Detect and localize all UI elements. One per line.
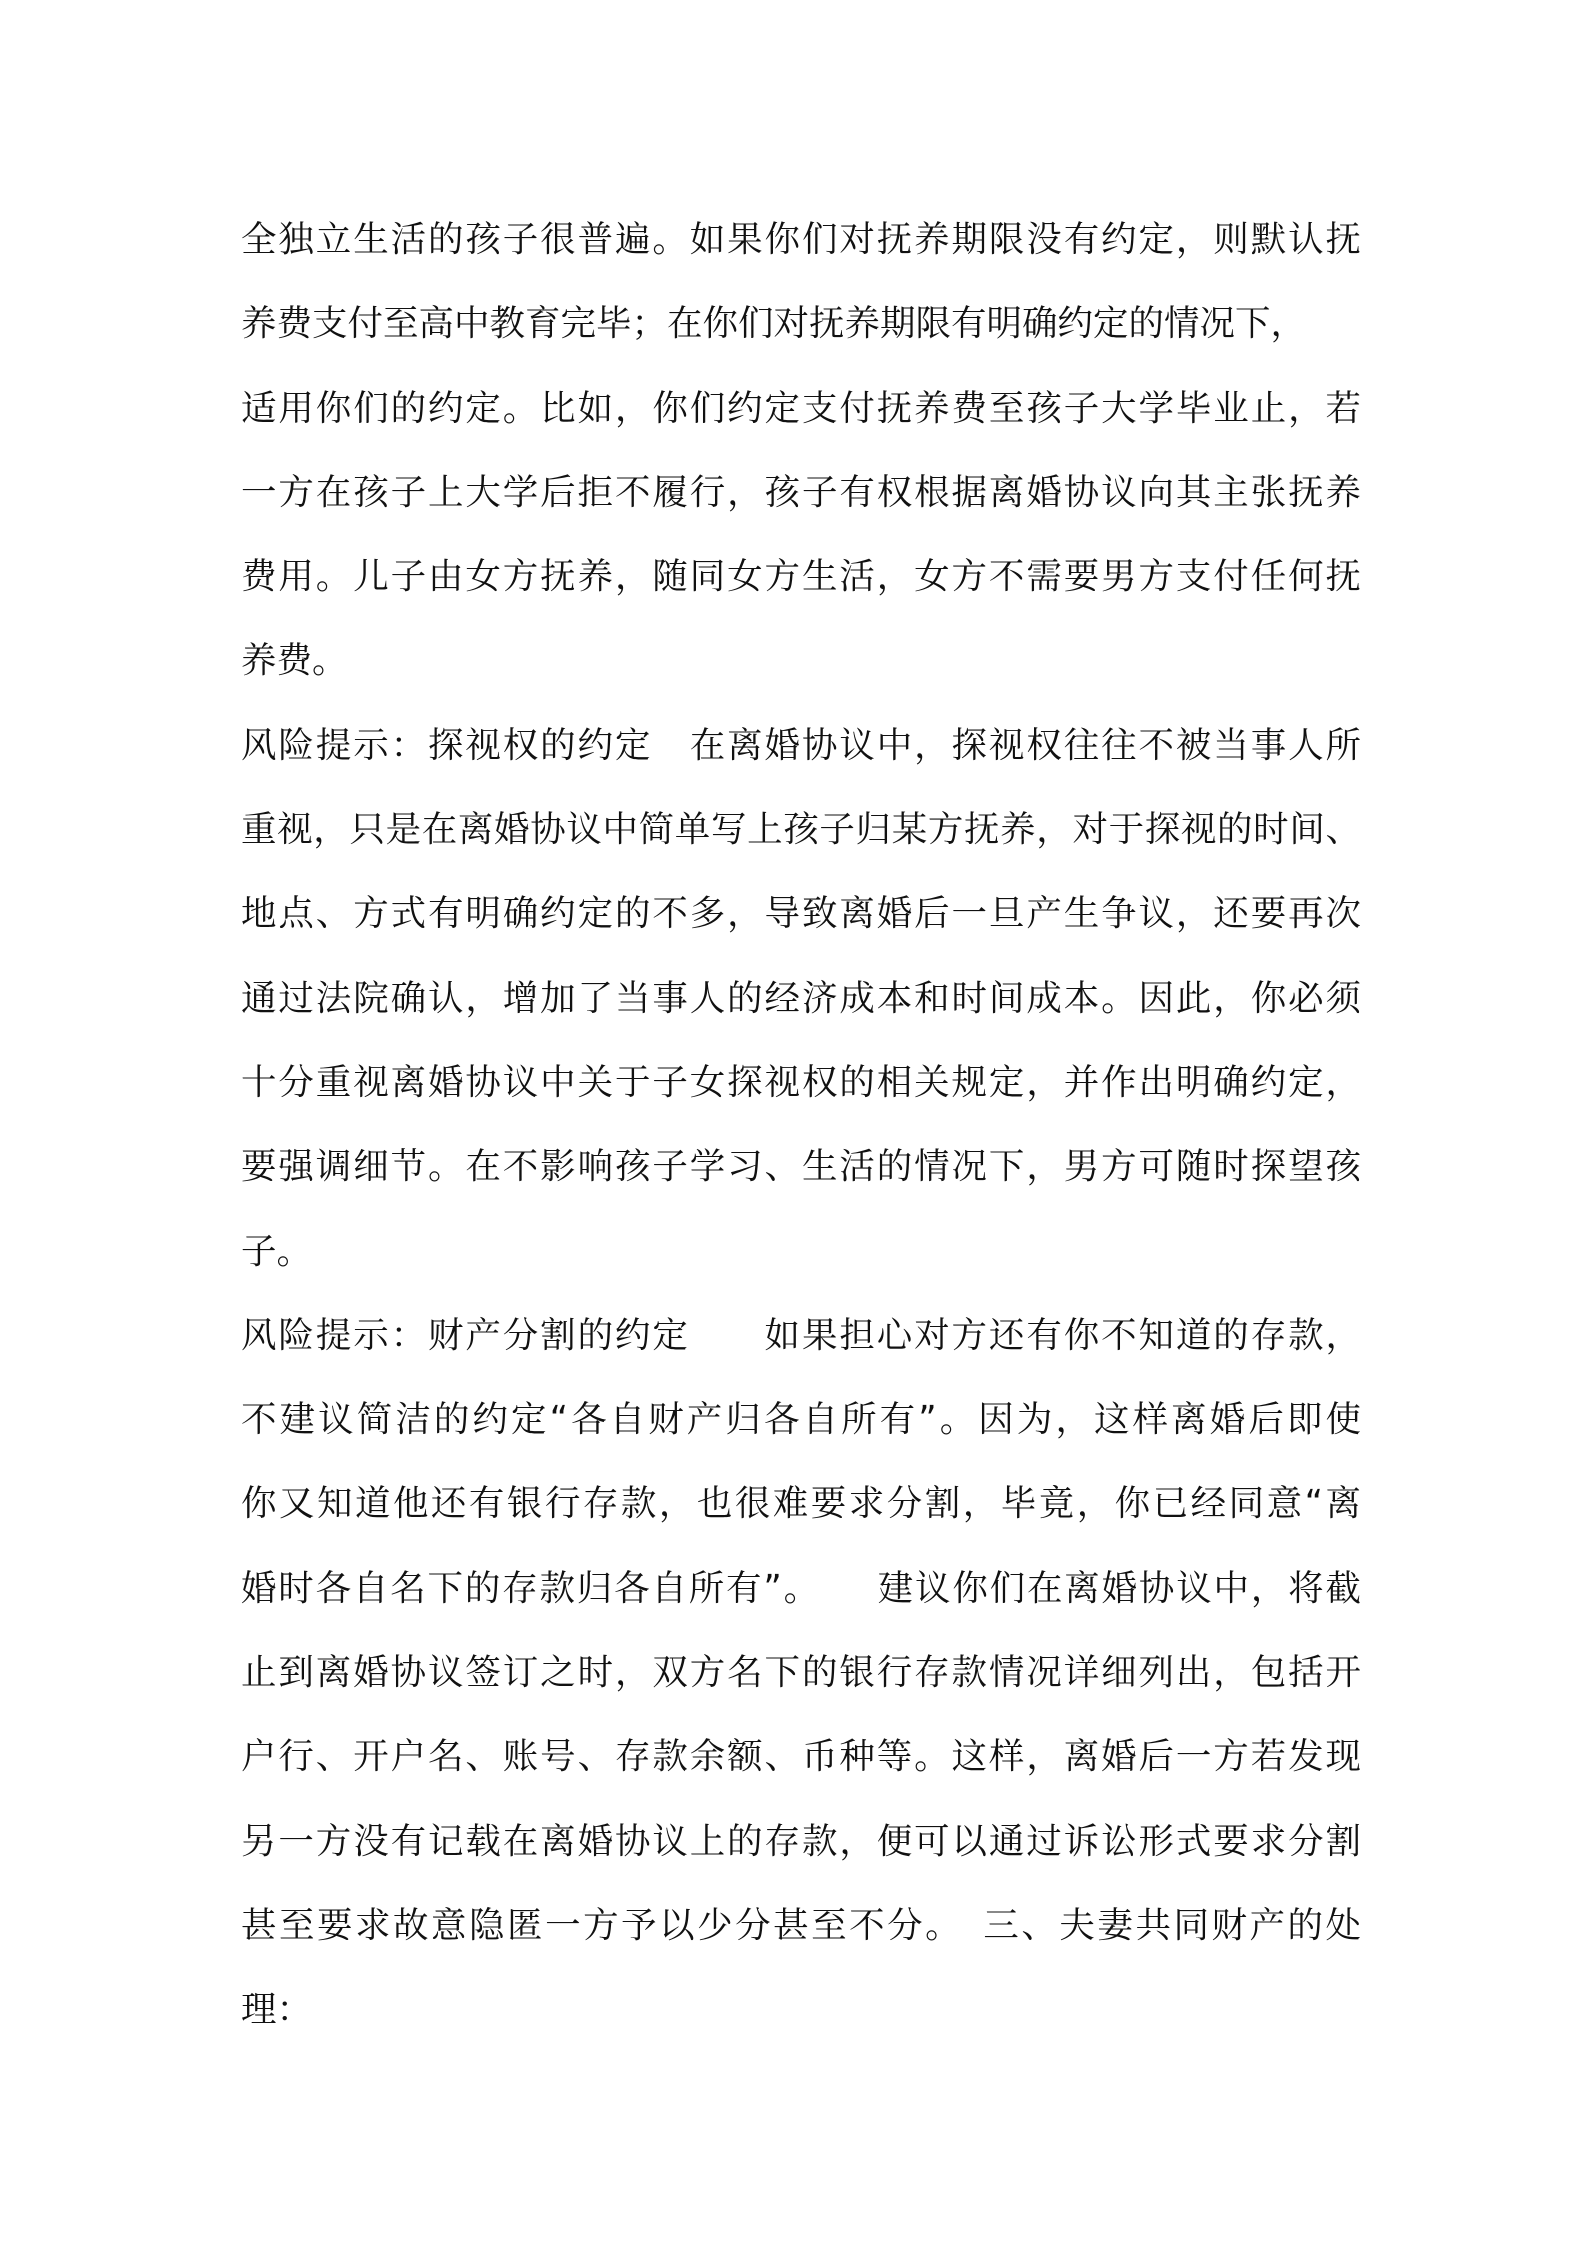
text-line: 养费。 bbox=[241, 640, 348, 682]
text-line: 理： bbox=[241, 1989, 313, 2031]
text-line: 风险提示：探视权的约定 在离婚协议中，探视权往往不被当事人所 bbox=[241, 724, 1361, 766]
text-line: 重视，只是在离婚协议中简单写上孩子归某方抚养，对于探视的时间、 bbox=[241, 809, 1361, 851]
text-line: 风险提示：财产分割的约定 如果担心对方还有你不知道的存款， bbox=[241, 1314, 1361, 1356]
text-line: 婚时各自名下的存款归各自所有”。 建议你们在离婚协议中，将截 bbox=[241, 1567, 1361, 1609]
text-line: 全独立生活的孩子很普遍。如果你们对抚养期限没有约定，则默认抚 bbox=[241, 219, 1361, 260]
text-line: 户行、开户名、账号、存款余额、币种等。这样，离婚后一方若发现 bbox=[241, 1736, 1361, 1778]
text-line: 一方在孩子上大学后拒不履行，孩子有权根据离婚协议向其主张抚养 bbox=[241, 471, 1361, 513]
document-body bbox=[241, 198, 1361, 2053]
text-line: 子。 bbox=[241, 1230, 313, 1272]
text-line: 适用你们的约定。比如，你们约定支付抚养费至孩子大学毕业止，若 bbox=[241, 387, 1361, 429]
text-line: 养费支付至高中教育完毕；在你们对抚养期限有明确约定的情况下， bbox=[241, 303, 1307, 345]
text-line: 要强调细节。在不影响孩子学习、生活的情况下，男方可随时探望孩 bbox=[241, 1146, 1361, 1188]
text-line: 你又知道他还有银行存款，也很难要求分割，毕竟，你已经同意“离 bbox=[241, 1483, 1361, 1525]
text-line: 止到离婚协议签订之时，双方名下的银行存款情况详细列出，包括开 bbox=[241, 1652, 1361, 1694]
text-line: 地点、方式有明确约定的不多，导致离婚后一旦产生争议，还要再次 bbox=[241, 893, 1361, 935]
text-line: 另一方没有记载在离婚协议上的存款，便可以通过诉讼形式要求分割 bbox=[241, 1820, 1361, 1862]
text-line: 甚至要求故意隐匿一方予以少分甚至不分。 三、夫妻共同财产的处 bbox=[241, 1904, 1361, 1946]
text-line: 不建议简洁的约定“各自财产归各自所有”。因为，这样离婚后即使 bbox=[241, 1399, 1361, 1441]
text-line: 费用。儿子由女方抚养，随同女方生活，女方不需要男方支付任何抚 bbox=[241, 556, 1361, 598]
text-line: 十分重视离婚协议中关于子女探视权的相关规定，并作出明确约定， bbox=[241, 1061, 1361, 1103]
text-line: 通过法院确认，增加了当事人的经济成本和时间成本。因此，你必须 bbox=[241, 977, 1361, 1019]
